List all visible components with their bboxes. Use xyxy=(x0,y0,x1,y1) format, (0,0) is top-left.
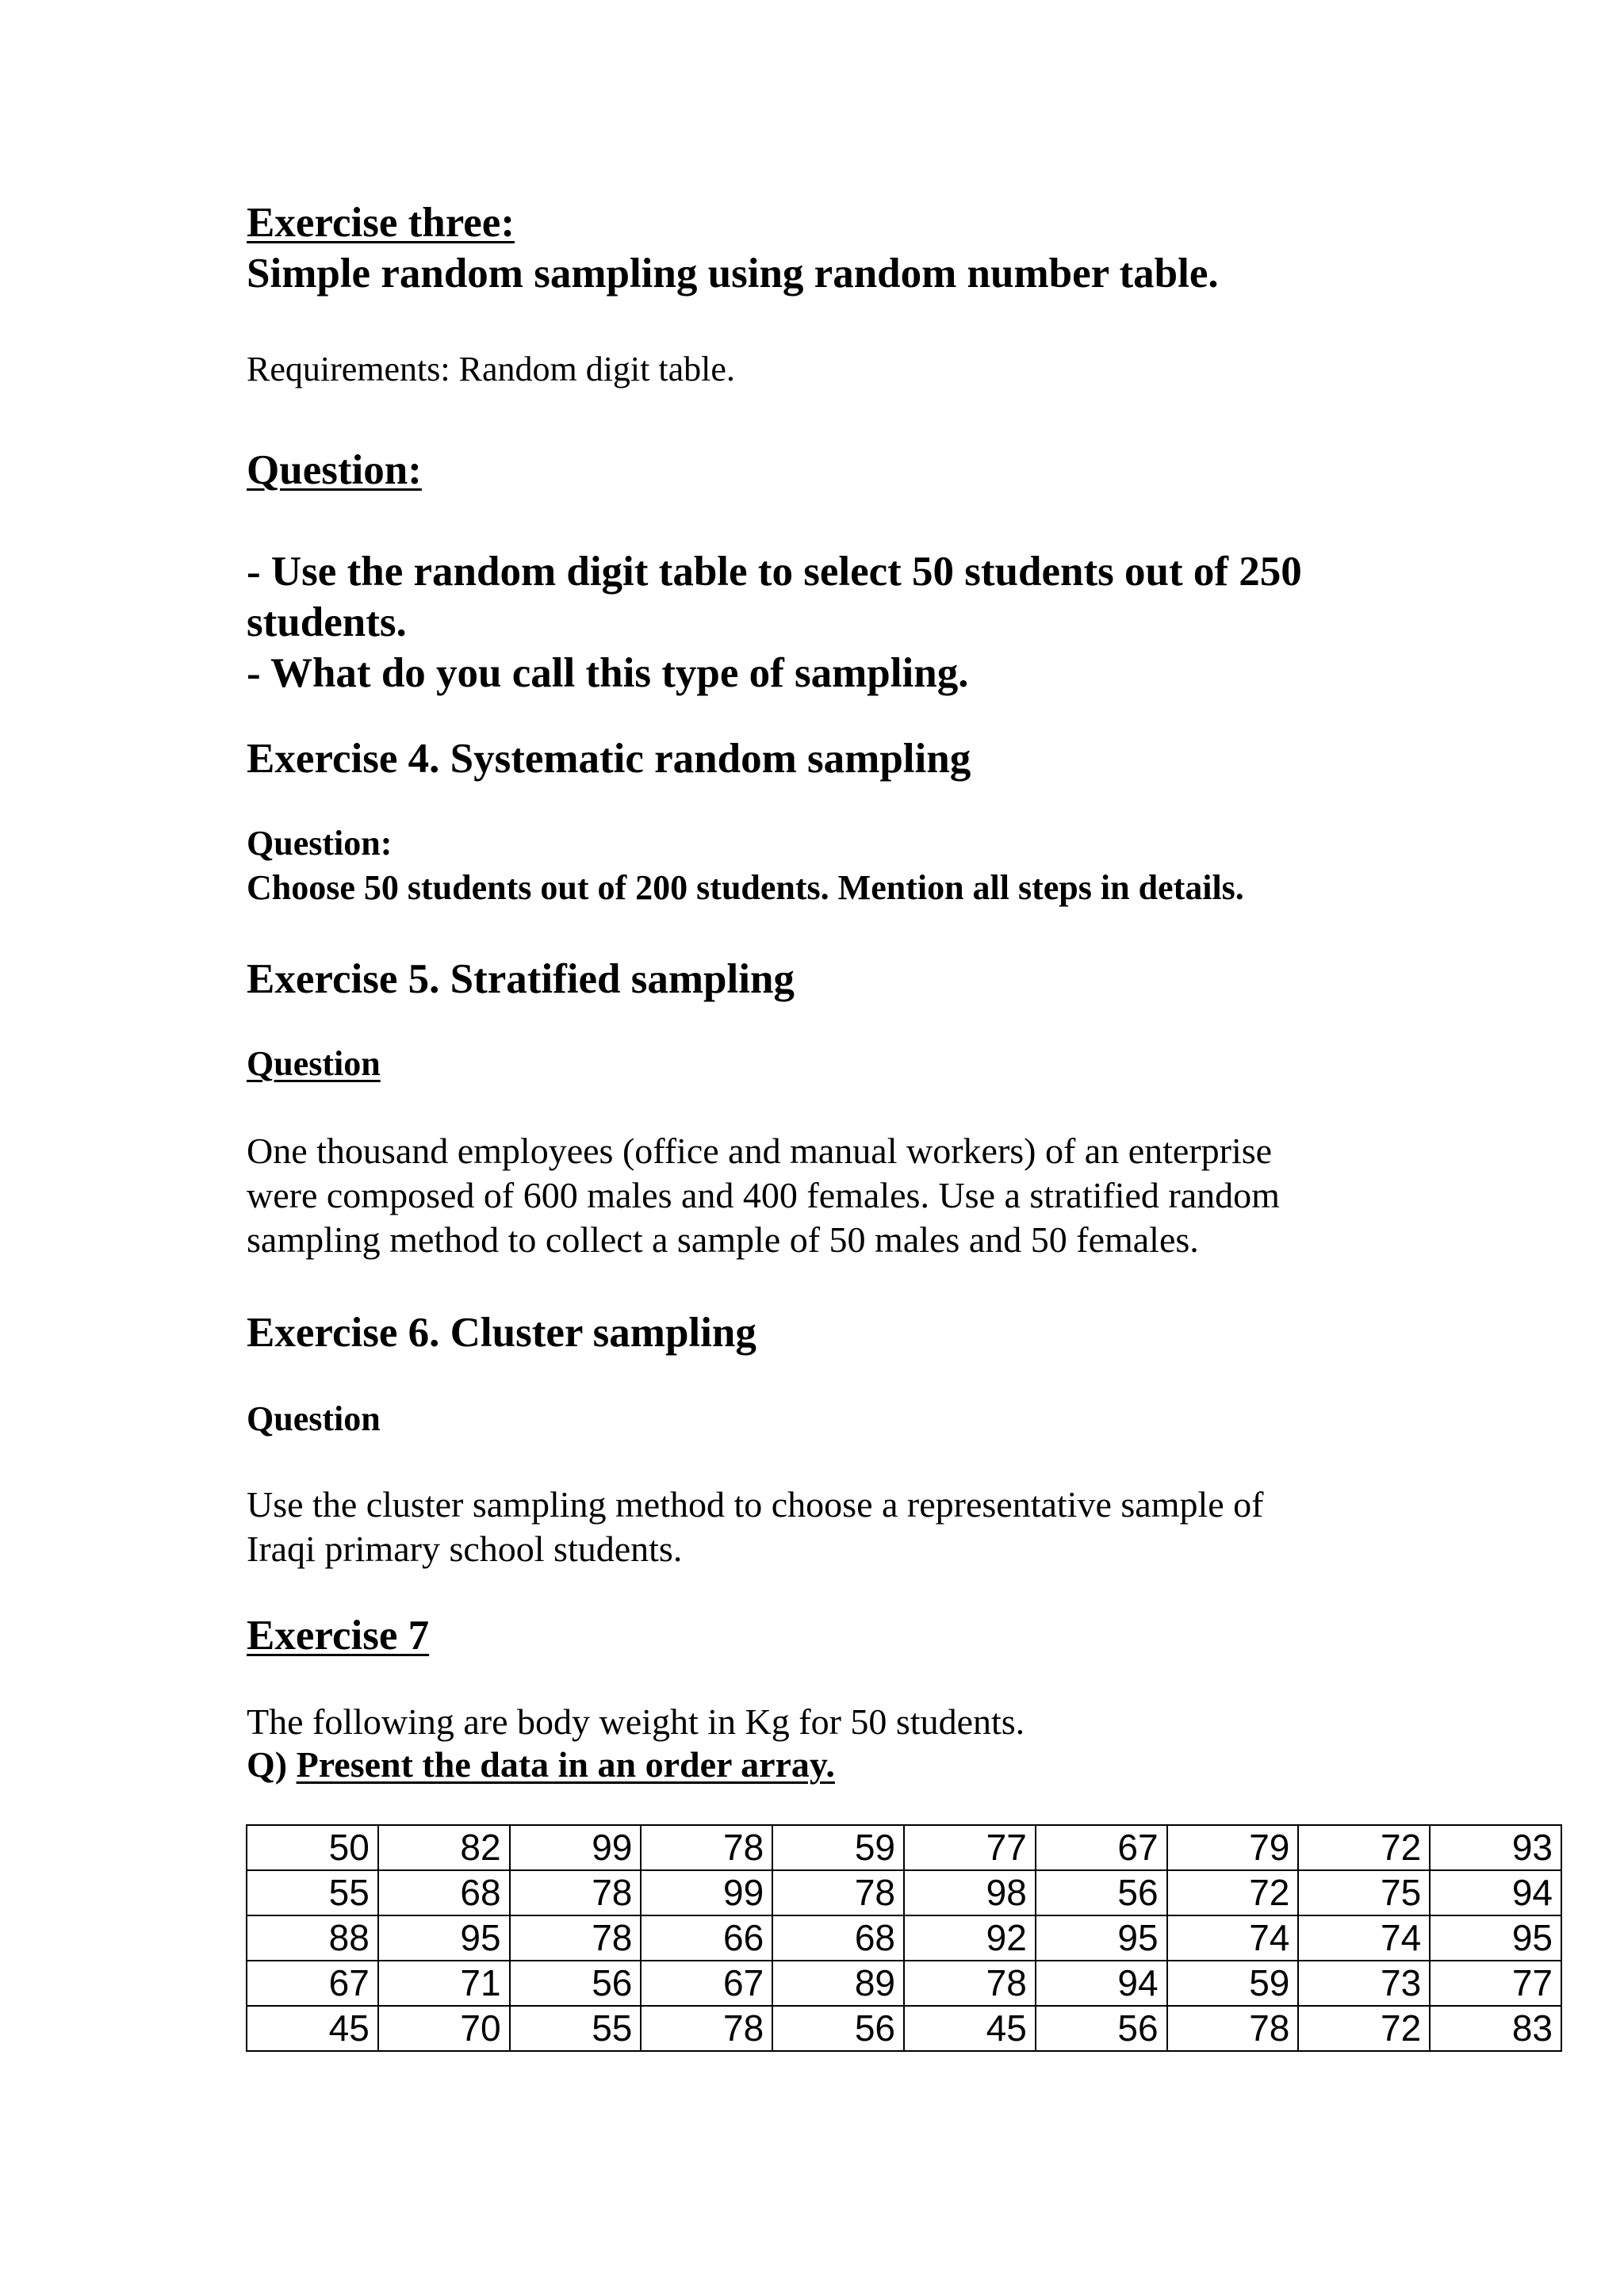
exercise-three-subtitle: Simple random sampling using random number table. xyxy=(247,251,1219,297)
table-cell: 99 xyxy=(641,1870,772,1915)
table-cell: 78 xyxy=(641,1825,772,1870)
exercise-three-item-1-continued: students. xyxy=(247,599,407,645)
exercise-5-heading: Exercise 5. Stratified sampling xyxy=(247,956,795,1002)
table-cell: 56 xyxy=(510,1961,642,2006)
table-cell: 67 xyxy=(1036,1825,1167,1870)
exercise-7-question-prefix: Q) xyxy=(247,1744,288,1785)
exercise-5-text-line: were composed of 600 males and 400 females. Use a stratified random xyxy=(247,1175,1280,1215)
table-cell: 50 xyxy=(247,1825,378,1870)
exercise-6-question-label: Question xyxy=(247,1399,381,1438)
exercise-5-question-label: Question xyxy=(247,1044,381,1083)
table-cell: 95 xyxy=(1430,1915,1561,1961)
exercise-7-heading: Exercise 7 xyxy=(247,1613,430,1659)
table-cell: 67 xyxy=(247,1961,378,2006)
exercise-7-question xyxy=(247,1743,835,1787)
table-cell: 89 xyxy=(772,1961,904,2006)
table-cell: 99 xyxy=(510,1825,642,1870)
table-cell: 72 xyxy=(1167,1870,1299,1915)
body-weight-table xyxy=(246,1824,1562,2052)
table-row xyxy=(247,1915,1561,1961)
table-cell: 71 xyxy=(378,1961,510,2006)
table-cell: 94 xyxy=(1036,1961,1167,2006)
table-cell: 74 xyxy=(1298,1915,1430,1961)
exercise-5-text-line: sampling method to collect a sample of 50 males and 50 females. xyxy=(247,1219,1199,1260)
table-cell: 55 xyxy=(510,2006,642,2051)
table-cell: 78 xyxy=(510,1870,642,1915)
table-cell: 77 xyxy=(1430,1961,1561,2006)
table-cell: 66 xyxy=(641,1915,772,1961)
table-cell: 74 xyxy=(1167,1915,1299,1961)
exercise-4-heading: Exercise 4. Systematic random sampling xyxy=(247,736,971,782)
exercise-4-question-text: Choose 50 students out of 200 students. Mention all steps in details. xyxy=(247,868,1244,907)
table-cell: 94 xyxy=(1430,1870,1561,1915)
exercise-three-title: Exercise three: xyxy=(247,200,515,246)
exercise-5-text-line: One thousand employees (office and manual workers) of an enterprise xyxy=(247,1131,1273,1171)
table-cell: 88 xyxy=(247,1915,378,1961)
table-cell: 78 xyxy=(772,1870,904,1915)
table-cell: 98 xyxy=(904,1870,1036,1915)
exercise-6-text-line: Iraqi primary school students. xyxy=(247,1529,683,1569)
table-cell: 95 xyxy=(1036,1915,1167,1961)
table-cell: 70 xyxy=(378,2006,510,2051)
table-cell: 82 xyxy=(378,1825,510,1870)
table-cell: 68 xyxy=(772,1915,904,1961)
exercise-three-requirements: Requirements: Random digit table. xyxy=(247,350,735,388)
exercise-6-text-line: Use the cluster sampling method to choose a representative sample of xyxy=(247,1484,1264,1525)
exercise-three-item-2: - What do you call this type of sampling. xyxy=(247,650,969,696)
table-row xyxy=(247,1870,1561,1915)
table-cell: 78 xyxy=(904,1961,1036,2006)
table-cell: 59 xyxy=(772,1825,904,1870)
table-row xyxy=(247,2006,1561,2051)
exercise-7-intro: The following are body weight in Kg for 50 students. xyxy=(247,1701,1025,1742)
table-cell: 73 xyxy=(1298,1961,1430,2006)
table-cell: 78 xyxy=(641,2006,772,2051)
table-cell: 55 xyxy=(247,1870,378,1915)
table-cell: 78 xyxy=(1167,2006,1299,2051)
table-cell: 67 xyxy=(641,1961,772,2006)
table-cell: 72 xyxy=(1298,1825,1430,1870)
table-cell: 83 xyxy=(1430,2006,1561,2051)
table-cell: 72 xyxy=(1298,2006,1430,2051)
table-cell: 75 xyxy=(1298,1870,1430,1915)
table-cell: 56 xyxy=(1036,2006,1167,2051)
exercise-three-question-label: Question: xyxy=(247,447,422,493)
table-cell: 56 xyxy=(1036,1870,1167,1915)
table-row xyxy=(247,1825,1561,1870)
exercise-4-question-label: Question: xyxy=(247,824,393,863)
table-cell: 93 xyxy=(1430,1825,1561,1870)
table-cell: 56 xyxy=(772,2006,904,2051)
exercise-three-item-1: - Use the random digit table to select 50 students out of 250 xyxy=(247,549,1302,595)
table-cell: 45 xyxy=(247,2006,378,2051)
exercise-6-heading: Exercise 6. Cluster sampling xyxy=(247,1310,756,1356)
table-cell: 95 xyxy=(378,1915,510,1961)
table-cell: 78 xyxy=(510,1915,642,1961)
table-cell: 45 xyxy=(904,2006,1036,2051)
table-cell: 59 xyxy=(1167,1961,1299,2006)
table-cell: 77 xyxy=(904,1825,1036,1870)
table-cell: 79 xyxy=(1167,1825,1299,1870)
exercise-7-question-text: Present the data in an order array. xyxy=(296,1744,835,1785)
table-row xyxy=(247,1961,1561,2006)
table-cell: 92 xyxy=(904,1915,1036,1961)
table-cell: 68 xyxy=(378,1870,510,1915)
